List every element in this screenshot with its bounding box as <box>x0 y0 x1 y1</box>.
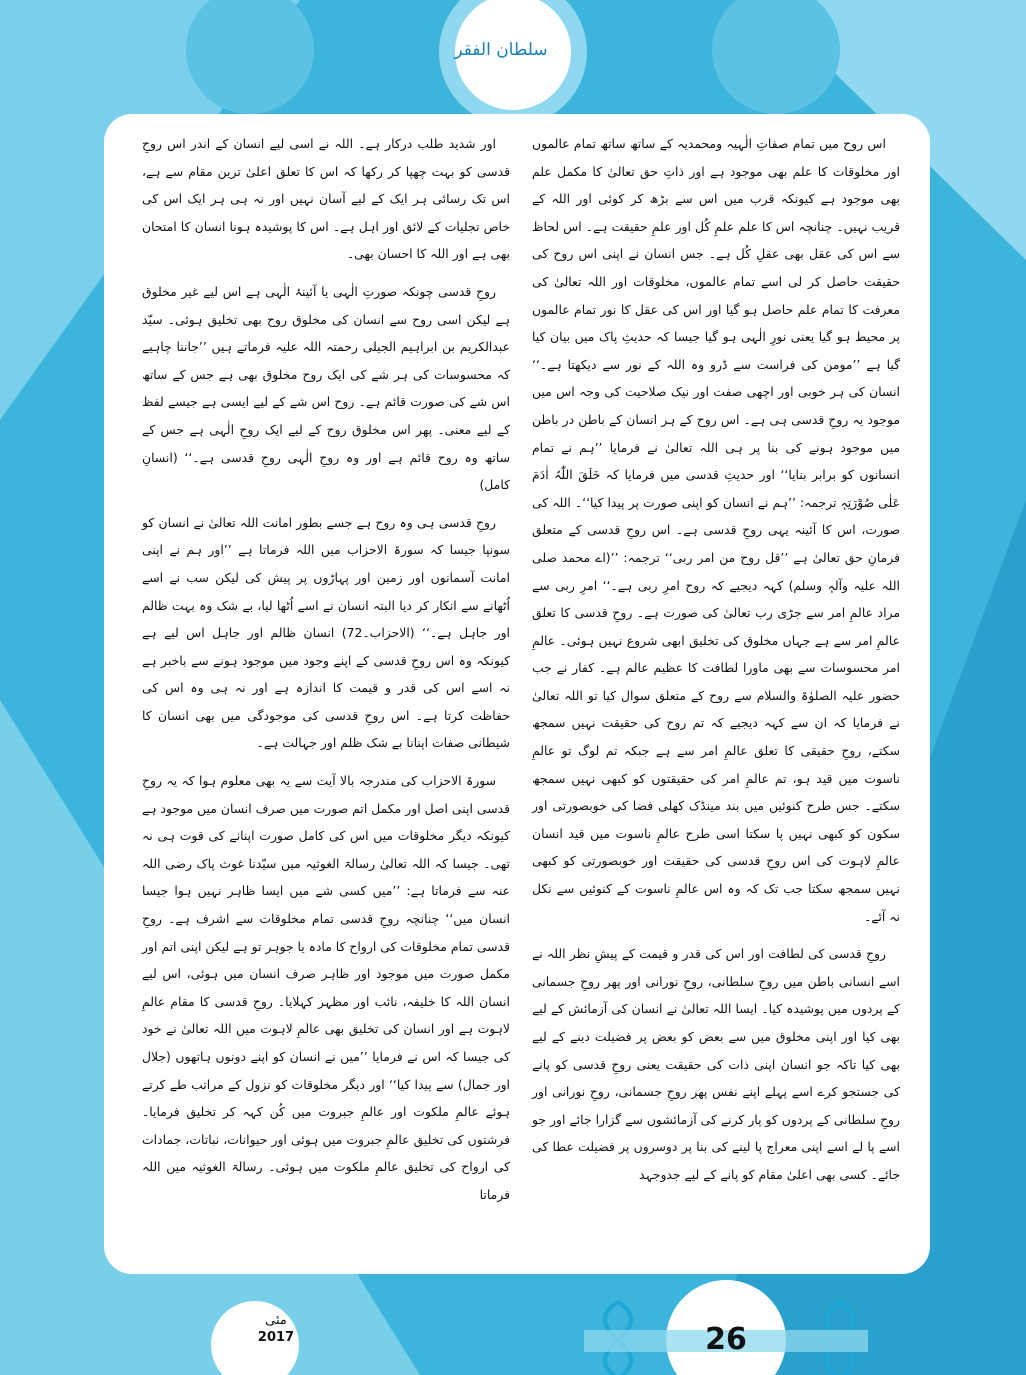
page-number: 26 <box>705 1322 747 1357</box>
paragraph: روحِ قدسی ہی وہ روح ہے جسے بطور امانت اللہ تعالیٰ نے انسان کو سونپا جیسا کہ سورۃ الاحزاب میں اللہ فرماتا ہے ’’اور ہم نے اپنی امانت آسمانوں اور زمین اور پہاڑوں پر پیش کی لیکن سب نے اسے اُٹھانے سے انکار کر دیا البتہ انسان نے اسے اُٹھا لیا، بے شک وہ بہت ظالم اور جاہل ہے۔‘‘ (الاحزاب۔72) انسان ظالم اور جاہل اس لیے ہے کیونکہ وہ اس روحِ قدسی کے اپنے وجود میں موجود ہونے سے باخبر ہے نہ اسے اس کی قدر و قیمت کا اندازہ ہے اور نہ ہی وہ اس کی حفاظت کرتا ہے۔ اس روحِ قدسی کی موجودگی میں بھی انسان کا شیطانی صفات اپنانا بے شک ظلم اور جہالت ہے۔ <box>142 514 511 751</box>
paragraph: اور شدید طلب درکار ہے۔ اللہ نے اسی لیے انسان کے اندر اس روحِ قدسی کو بہت چھپا کر رکھا کہ اس کا تعلق اعلیٰ ترین مقام سے ہے، اس تک رسائی ہر ایک کے لیے آسان نہیں اور نہ ہی ہر ایک اس کی خاص تجلیات کے لائق اور اہل ہے۔ اس کا پوشیدہ ہونا انسان کا امتحان بھی ہے اور اللہ کا احسان بھی۔ <box>142 136 510 262</box>
paragraph: سورۃ الاحزاب کی مندرجہ بالا آیت سے یہ بھی معلوم ہوا کہ یہ روحِ قدسی اپنی اصل اور مکمل اتم صورت میں صرف انسان میں موجود ہے کیونکہ دیگر مخلوقات میں اس کی کامل صورت اپنانے کی قوت ہی نہ تھی۔ جیسا کہ اللہ تعالیٰ رسالۃ الغوثیہ میں سیّدنا غوث پاک رضی اللہ عنہ سے فرماتا ہے: ’’میں کسی شے میں ایسا ظاہر نہیں ہوا جیسا انسان میں‘‘ چنانچہ روحِ قدسی تمام مخلوقات سے اشرف ہے۔ روحِ قدسی تمام مخلوقات کی ارواح کا مادہ یا جوہر تو ہے لیکن اپنی اتم اور مکمل صورت میں موجود اور ظاہر صرف انسان میں ہوئی، اس لیے انسان اللہ کا خلیفہ، نائب اور مظہر کہلایا۔ روحِ قدسی کا مقام عالمِ لاہوت ہے اور انسان کی تخلیق بھی عالمِ لاہوت میں اللہ تعالیٰ نے خود کی جیسا کہ اس نے فرمایا ’’میں نے انسان کو اپنے دونوں ہاتھوں (جلال اور جمال) سے پیدا کیا‘‘ اور دیگر مخلوقات کو نزول کے مراتب طے کرتے ہوئے عالمِ ملکوت اور عالمِ جبروت میں کُن کہہ کر تخلیق فرمایا۔ فرشتوں کی تخلیق عالمِ جبروت میں ہوئی اور حیوانات، نباتات، جمادات کی ارواح کی تخلیق عالمِ ملکوت میں ہوئی۔ رسالۃ الغوثیہ میں اللہ فرماتا <box>142 773 510 1202</box>
issue-date <box>246 1312 306 1358</box>
article-column-right <box>532 130 900 1199</box>
article-column-left <box>142 130 510 1219</box>
magazine-logo <box>446 32 556 72</box>
issue-month: مئی <box>265 1313 287 1328</box>
paragraph: روحِ قدسی کی لطافت اور اس کی قدر و قیمت کے پیشِ نظر اللہ نے اسے انسانی باطن میں روحِ سلطانی، روحِ نورانی اور پھر روحِ جسمانی کے پردوں میں پوشیدہ کیا۔ ایسا اللہ تعالیٰ نے انسان کی آزمائش کے لیے بھی کیا اور اپنی مخلوق میں سے بعض کو بعض پر فضیلت دینے کے لیے بھی کیا تاکہ جو انسان اپنی ذات کی حقیقت یعنی روحِ قدسی کو پانے کی جستجو کرے اسے پہلے اپنے نفس پھر روحِ جسمانی، روحِ نورانی اور روحِ سلطانی کے پردوں کو پار کرنے کی آزمائشوں سے گزارا جائے اور جو اسے پا لے اسے اپنی معراج پا لینے کی بنا پر دوسروں پر فضیلت عطا کی جائے۔ کسی بھی اعلیٰ مقام کو پانے کے لیے جدوجہد <box>532 946 900 1182</box>
paragraph: روحِ قدسی چونکہ صورتِ الٰہی یا آئینۂ الٰہی ہے اس لیے غیر مخلوق ہے لیکن اسی روح سے انسان کی مخلوق روح بھی تخلیق ہوئی۔ سیّد عبدالکریم بن ابراہیم الجیلی رحمتہ اللہ علیہ فرماتے ہیں ’’جاننا چاہیے کہ محسوسات کی ہر شے کی ایک روح مخلوق بھی ہے جس کے ساتھ اس شے کی صورت قائم ہے۔ روح اس شے کے لیے ایسی ہے جیسے لفظ کے لیے معنی۔ پھر اس مخلوق روح کے لیے ایک روحِ الٰہی ہے جس کے ساتھ وہ روح قائم ہے اور وہ روحِ الٰہی روحِ قدسی ہے۔‘‘ (انسانِ کامل) <box>142 283 510 493</box>
paragraph: اس روح میں تمام صفاتِ الٰہیہ ومحمدیہ کے ساتھ ساتھ تمام عالموں اور مخلوقات کا علم بھی موجود ہے اور ذاتِ حق تعالیٰ کا مکمل علم بھی موجود ہے کیونکہ قرب میں اس سے بڑھ کر کوئی اور اللہ کے قریب نہیں۔ چنانچہ اس کا علم علمِ کُل اور علمِ حقیقت ہے۔ اس لحاظ سے اس کی عقل بھی عقلِ کُل ہے۔ جس انسان نے اپنی اس روح کی حقیقت حاصل کر لی اسے تمام عالموں، مخلوقات اور اللہ تعالیٰ کی معرفت کا تمام علم حاصل ہو گیا اور اس کی عقل کا نور تمام عالموں پر محیط ہو گیا یعنی نورِ الٰہی ہو گیا جیسا کہ حدیثِ پاک میں بیان کیا گیا ہے ’’مومن کی فراست سے ڈرو وہ اللہ کے نور سے دیکھتا ہے۔‘‘ انسان کی ہر خوبی اور اچھی صفت اور نیک صلاحیت کی وجہ اس میں موجود یہ روحِ قدسی ہی ہے۔ اس روح کے ہر انسان کے باطن در باطن میں موجود ہونے کی بنا پر ہی اللہ تعالیٰ نے فرمایا ’’ہم نے تمام انسانوں کو برابر بنایا‘‘ اور حدیثِ قدسی میں فرمایا کہ خَلَقَ اللّٰہُ اٰدَمَ عَلٰی صُوْرَتِہٖ ترجمہ: ’’ہم نے انسان کو اپنی صورت پر پیدا کیا‘‘۔ اللہ کی صورت، اس کا آئینہ یہی روحِ قدسی ہے۔ اس روحِ قدسی کے متعلق فرمانِ حق تعالیٰ ہے ’’قل روح من امر ربی‘‘ ترجمہ: ’’(اے محمد صلی اللہ علیہ وآلہٖ وسلم) کہہ دیجیے کہ روح امرِ ربی ہے۔‘‘ امرِ ربی سے مراد عالمِ امر سے جڑی رب تعالیٰ کی صورت ہے۔ روحِ قدسی کا تعلق عالمِ امر سے ہے جہاں مخلوق کی تخلیق ابھی شروع نہیں ہوئی۔ عالمِ امر محسوسات سے بھی ماورا لطافت کا عظیم عالم ہے۔ کفار نے جب حضور علیہ الصلوٰۃ والسلام سے روح کے متعلق سوال کیا تو اللہ تعالیٰ نے فرمایا کہ ان سے کہہ دیجیے کہ تم روح کی حقیقت نہیں سمجھ سکتے، روحِ حقیقی کا تعلق عالمِ امر سے ہے جبکہ تم لوگ تو عالمِ ناسوت میں قید ہو، تم عالمِ امر کی حقیقتوں کو کبھی نہیں سمجھ سکتے۔ جس طرح کنوئیں میں بند مینڈک کھلی فضا کی خوبصورتی اور سکون کو کبھی نہیں پا سکتا اسی طرح عالمِ ناسوت میں قید انسان عالمِ لاہوت کی اس روحِ قدسی کی حقیقت اور خوبصورتی کو کبھی نہیں سمجھ سکتا جب تک کہ وہ اس عالمِ ناسوت کے کنوئیں سے نکل نہ آئے۔ <box>532 136 900 924</box>
logo-text: سلطان الفقر <box>454 40 548 60</box>
issue-year: 2017 <box>257 1330 295 1345</box>
